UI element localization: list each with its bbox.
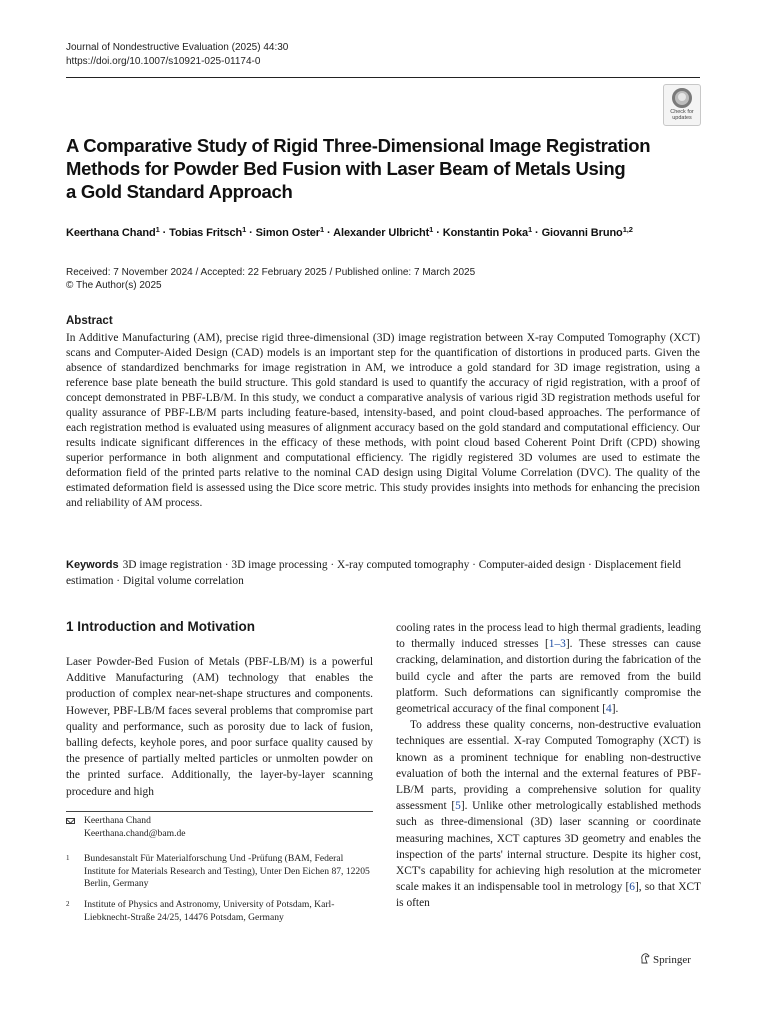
paper-title xyxy=(66,134,666,203)
springer-horse-icon xyxy=(640,953,650,964)
dates-line: Received: 7 November 2024 / Accepted: 22 February 2025 / Published online: 7 March 2025 xyxy=(66,267,476,278)
author-name: Konstantin Poka xyxy=(442,227,529,239)
footnote-rule xyxy=(66,811,373,812)
citation-link[interactable]: 4 xyxy=(606,703,612,716)
corresponding-author-note xyxy=(66,815,373,840)
journal-citation: Journal of Nondestructive Evaluation (2025) 44:30 xyxy=(66,42,289,53)
right-column xyxy=(396,620,701,912)
body-text: ]. These stresses can cause cracking, delamination, and distortion during the fabrication of the build cycle and after the parts are removed from the build platform. Such deformations can significantly compromise the geometrical accuracy of the final component [ xyxy=(396,638,701,716)
body-text: ]. xyxy=(611,703,619,716)
abstract-heading: Abstract xyxy=(66,315,113,327)
keywords-heading: Keywords xyxy=(66,559,119,571)
body-text: ]. Unlike other metrologically established methods such as three-dimensional (3D) laser scanning or coordinate measuring machines, XCT captures 3D geometry and enables the inspection of the parts' internal structure. Despite its higher cost, XCT's capability for achieving high resolution at the micrometer scale makes it an indispensable tool in metrology [ xyxy=(396,800,702,894)
check-updates-icon xyxy=(672,88,692,108)
journal-doi[interactable]: https://doi.org/10.1007/s10921-025-01174-0 xyxy=(66,56,261,67)
keywords-block xyxy=(66,557,700,589)
affiliation-note xyxy=(66,853,373,891)
author-affiliation: 1 xyxy=(528,225,533,234)
journal-header xyxy=(66,41,288,69)
author-name: Giovanni Bruno xyxy=(541,227,623,239)
title-line: a Gold Standard Approach xyxy=(66,181,293,202)
left-column xyxy=(66,654,373,800)
author-name: Tobias Fritsch xyxy=(169,227,243,239)
citation-link[interactable]: 5 xyxy=(455,800,461,813)
intro-paragraph-2 xyxy=(396,717,701,911)
body-text: To address these quality concerns, non-destructive evaluation techniques are essential. X-ray Computed Tomography (XCT) is known as a prominent technique for enabling non-destructive evaluation of both the internal and the external features of PBF-LB/M parts, providing a comprehensive solution for quality assessment [ xyxy=(396,719,701,813)
abstract-text: In Additive Manufacturing (AM), precise rigid three-dimensional (3D) image registration between X-ray Computed Tomography (XCT) scans and Computer-Aided Design (CAD) models is an important step for the quantification of distortions in produced parts. Given the absence of standardized benchmarks for image registration in AM, we introduce a gold standard for 3D image registration, using a reference base plate beneath the build structure. This gold standard is used to quantify the accuracy of rigid registration, with a proof of concept demonstrated in PBF-LB/M. In this study, we conduct a comparative analysis of various rigid 3D registration methods useful for quality assurance of PBF-LB/M parts including feature-based, intensity-based, and point cloud-based approaches. The performance of each registration method is evaluated using measures of alignment accuracy based on the gold standard and computational efficiency. Our results indicate significant differences in the efficacy of these methods, with point cloud based Coherent Point Drift (CPD) showing superior performance in both alignment and computational efficiency. The rigidly registered 3D volumes are used to estimate the deformation field of the printed parts relative to the nominal CAD design using Digital Volume Correlation (DVC). The quality of the estimated deformation field is assessed using the Dice score metric. This study provides insights into methods for enhancing the precision and reliability of AM process. xyxy=(66,332,700,509)
badge-line-2: updates xyxy=(672,115,692,121)
affiliation-number: 2 xyxy=(66,900,70,908)
publisher-logo xyxy=(640,953,691,966)
title-line: Methods for Powder Bed Fusion with Laser Beam of Metals Using xyxy=(66,158,626,179)
citation-link[interactable]: 1–3 xyxy=(548,638,566,651)
author-name: Simon Oster xyxy=(255,227,320,239)
author-name: Alexander Ulbricht xyxy=(333,227,430,239)
affiliation-number: 1 xyxy=(66,854,70,862)
title-line: A Comparative Study of Rigid Three-Dimensional Image Registration xyxy=(66,135,651,156)
author-affiliation: 1 xyxy=(155,225,160,234)
publication-dates xyxy=(66,266,475,292)
keywords-text: 3D image registration · 3D image processing · X-ray computed tomography · Computer-aided design · Displacement field estimation · Digital volume correlation xyxy=(66,559,681,587)
author-affiliation: 1,2 xyxy=(622,225,633,234)
intro-paragraph-cont xyxy=(396,620,701,717)
corresponding-author-email[interactable]: Keerthana.chand@bam.de xyxy=(84,827,186,839)
intro-paragraph: Laser Powder-Bed Fusion of Metals (PBF-LB/M) is a powerful Additive Manufacturing (AM) technology that enables the production of complex near-net-shape structures and components. However, PBF-LB/M faces several problems that compromise part quality and performance, such as porosity due to lack of fusion, balling defects, keyhole pores, and poor surface quality caused by the presence of partially melted particles or unmolten powder on the printed surface. Additionally, the layer-by-layer scanning procedure and high xyxy=(66,656,373,798)
author-list: Keerthana Chand$^1$ · Tobias Fritsch$^1$ · Simon Oster$^1$ · Alexander Ulbricht$^1$ · Konstantin Poka$^1$ · Giovanni Bruno$^{1,2}$ xyxy=(66,225,633,239)
copyright-line: © The Author(s) 2025 xyxy=(66,280,162,291)
body-text: ], so that XCT is often xyxy=(396,881,701,910)
check-for-updates-badge[interactable] xyxy=(663,84,701,126)
affiliation-text: Institute of Physics and Astronomy, University of Potsdam, Karl-Liebknecht-Straße 24/25, 14476 Potsdam, Germany xyxy=(84,899,335,923)
badge-text xyxy=(664,109,700,121)
body-text: cooling rates in the process lead to high thermal gradients, leading to thermally induced stresses [ xyxy=(396,622,701,651)
citation-link[interactable]: 6 xyxy=(629,881,635,894)
envelope-icon xyxy=(66,818,75,824)
affiliation-text: Bundesanstalt Für Materialforschung Und -Prüfung (BAM, Federal Institute for Materials Research and Testing), Unter Den Eichen 87, 12205 Berlin, Germany xyxy=(84,853,370,889)
badge-line-1: Check for xyxy=(670,109,694,115)
author-affiliation: 1 xyxy=(429,225,434,234)
corresponding-author-name: Keerthana Chand xyxy=(84,815,151,826)
author-name: Keerthana Chand xyxy=(66,227,156,239)
affiliation-note xyxy=(66,899,373,924)
publisher-name: Springer xyxy=(653,954,691,966)
header-rule xyxy=(66,77,700,78)
section-heading: 1 Introduction and Motivation xyxy=(66,619,255,634)
author-affiliation: 1 xyxy=(319,225,325,234)
author-affiliation: 1 xyxy=(242,225,247,234)
